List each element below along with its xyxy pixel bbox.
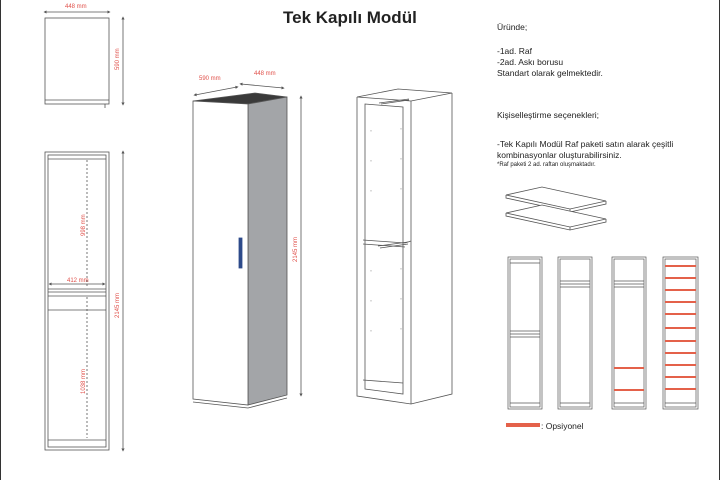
technical-drawing (1, 0, 720, 480)
shelf-pack-illustration (506, 187, 606, 230)
variant-1 (508, 257, 542, 409)
custom-line-2: kombinasyonlar oluşturabilirsiniz. (497, 150, 622, 160)
variant-3-optional-shelves (614, 368, 644, 390)
dim-lower-height: 1038 mm (81, 368, 87, 394)
variant-3 (612, 257, 646, 409)
variant-2 (558, 257, 592, 409)
legend-label: : Opsiyonel (541, 421, 584, 431)
info-line-1: -1ad. Raf (497, 46, 532, 56)
dim-iso-depth: 590 mm (199, 76, 221, 82)
custom-line-1: -Tek Kapılı Modül Raf paketi satın alarak çeşitli (497, 139, 674, 149)
dim-top-depth: 590 mm (115, 48, 121, 70)
closed-cabinet-view (193, 84, 301, 408)
custom-heading: Kişiselleştirme seçenekleri; (497, 110, 600, 120)
variant-4 (663, 257, 698, 409)
dim-top-width: 448 mm (65, 4, 87, 10)
info-line-3: Standart olarak gelmektedir. (497, 68, 603, 78)
variant-4-optional-shelves (665, 266, 696, 389)
shelf-pack-note: *Raf paketi 2 ad. raftan oluşmaktadır. (497, 162, 596, 168)
dim-iso-width: 448 mm (254, 71, 276, 77)
dim-upper-height: 998 mm (81, 214, 87, 236)
dim-iso-height: 2145 mm (293, 236, 299, 262)
front-section-view (45, 152, 123, 450)
page-title: Tek Kapılı Modül (283, 8, 417, 27)
open-cabinet-view (357, 89, 452, 404)
dim-total-height: 2145 mm (115, 292, 121, 318)
dim-inner-width: 412 mm (67, 278, 89, 284)
info-line-2: -2ad. Askı borusu (497, 57, 564, 67)
optional-legend-swatch (506, 423, 540, 427)
top-view (45, 12, 123, 108)
info-heading: Üründe; (497, 22, 528, 32)
